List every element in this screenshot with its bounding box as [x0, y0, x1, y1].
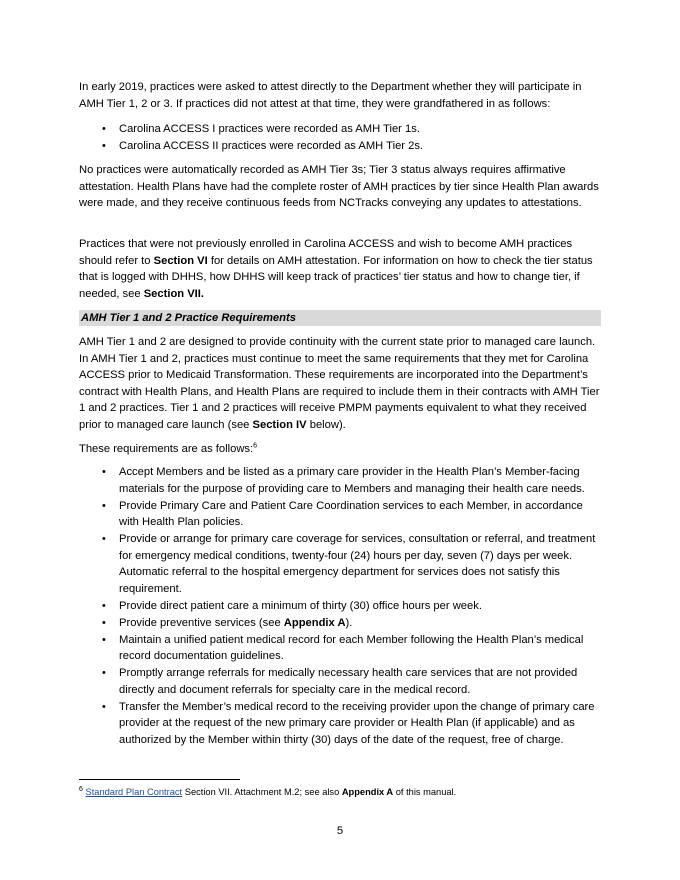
section-heading: AMH Tier 1 and 2 Practice Requirements — [81, 312, 296, 324]
enrollment-paragraph: Practices that were not previously enrolled in Carolina ACCESS and wish to become AMH practices should refer to Section VI for details on AMH attestation. For information on how to check the tier status that is logged with DHHS, how DHHS will keep track of practices’ tier status and how to change tier, if needed, see Section VII. — [79, 238, 593, 300]
footnote-number: 6 — [79, 785, 83, 793]
requirements-intro: These requirements are as follows:$^6$ — [79, 442, 258, 455]
footnote: $^6$ Standard Plan Contract Section VII. Attachment M.2; see also Appendix A of this manual. — [79, 785, 457, 797]
standard-plan-contract-link[interactable]: Standard Plan Contract — [85, 787, 183, 797]
intro-paragraph: In early 2019, practices were asked to attest directly to the Department whether they will participate in AMH Tier 1, 2 or 3. If practices did not attest at that time, they were grandfathered in as follows: — [79, 81, 582, 110]
tier-continuity-paragraph: AMH Tier 1 and 2 are designed to provide continuity with the current state prior to managed care launch. In AMH Tier 1 and 2, practices must continue to meet the same requirements that they met for Carolina ACCESS prior to Medicaid Transformation. These requirements are incorporated into the Department’s contract with Health Plans, and Health Plans are required to include them in their contracts with AMH Tier 1 and 2 practices. Tier 1 and 2 practices will receive PMPM payments equivalent to what they received prior to managed care launch (see Section IV below). — [79, 336, 600, 431]
list-item: • Provide preventive services (see Appendix A). — [79, 615, 601, 632]
list-item: • Accept Members and be listed as a primary care provider in the Health Plan’s Member-facing materials for the purpose of providing care to Members and managing their health care needs. — [79, 464, 601, 497]
list-item: • Carolina ACCESS I practices were recorded as AMH Tier 1s. — [79, 121, 601, 138]
footnote-ref: 6 — [253, 442, 258, 450]
list-item: • Promptly arrange referrals for medically necessary health care services that are not provided directly and document referrals for specialty care in the medical record. — [79, 665, 601, 698]
list-item: • Provide Primary Care and Patient Care Coordination services to each Member, in accordance with Health Plan policies. — [79, 498, 601, 531]
requirements-list — [79, 464, 601, 749]
list-item: • Carolina ACCESS II practices were recorded as AMH Tier 2s. — [79, 138, 601, 155]
section-heading-bar — [79, 310, 601, 326]
footnote-divider — [79, 779, 240, 780]
list-item: • Provide or arrange for primary care coverage for services, consultation or referral, and treatment for emergency medical conditions, twenty-four (24) hours per day, seven (7) days per week. Automatic referral to the hospital emergency department for services does not satisfy this requirement. — [79, 531, 601, 597]
list-item: • Transfer the Member’s medical record to the receiving provider upon the change of primary care provider at the request of the new primary care provider or Health Plan (if applicable) and as authorized by the Member within thirty (30) days of the date of the request, free of charge. — [79, 699, 601, 749]
footnote-appendix-ref: Appendix A — [341, 787, 394, 797]
tier3-paragraph: No practices were automatically recorded as AMH Tier 3s; Tier 3 status always requires affirmative attestation. Health Plans have had the complete roster of AMH practices by tier since Health Plan awards were made, and they receive continuous feeds from NCTracks conveying any updates to attestations. — [79, 164, 599, 209]
section-iv-ref: Section IV — [252, 418, 307, 431]
section-vi-ref: Section VI — [153, 254, 208, 267]
list-item: • Maintain a unified patient medical record for each Member following the Health Plan’s medical record documentation guidelines. — [79, 632, 601, 665]
appendix-a-ref: Appendix A — [283, 616, 346, 629]
page-number: 5 — [336, 825, 344, 837]
section-vii-ref: Section VII. — [143, 287, 205, 300]
grandfather-list — [79, 121, 601, 155]
list-item: • Provide direct patient care a minimum of thirty (30) office hours per week. — [79, 598, 601, 615]
